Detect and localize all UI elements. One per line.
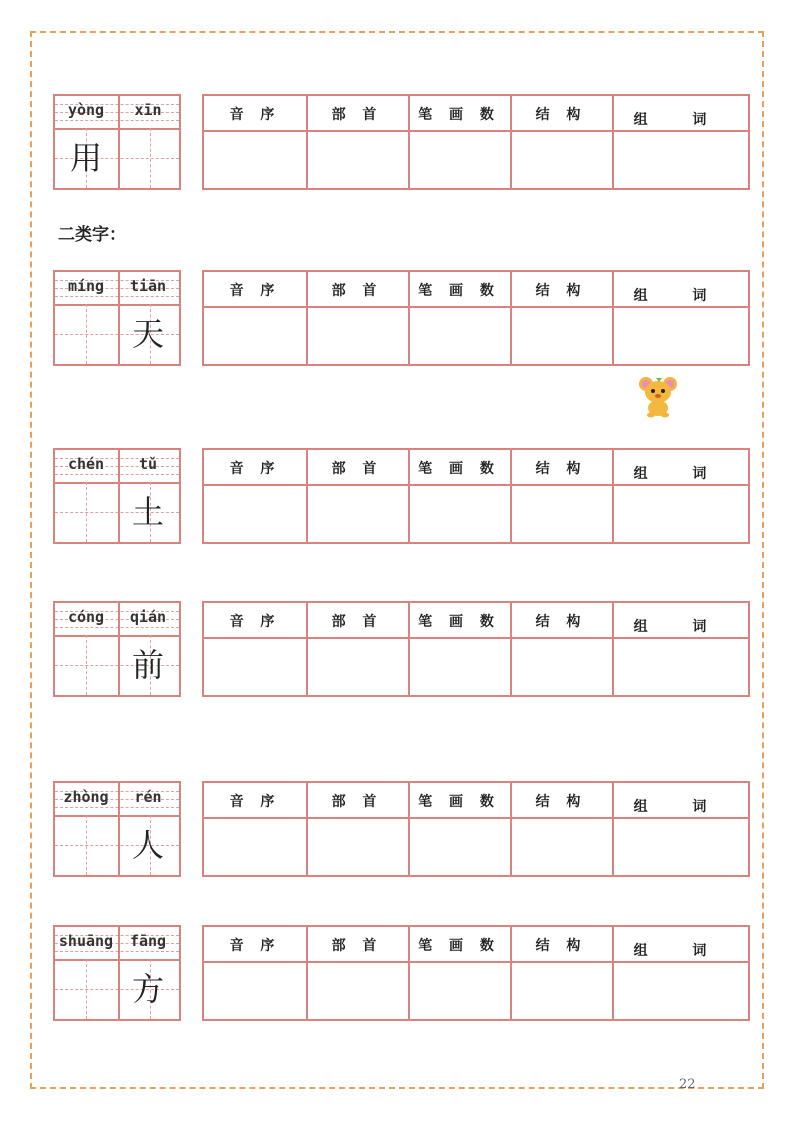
answer-cell[interactable] (206, 640, 304, 692)
page-number: 22 (679, 1077, 696, 1092)
answer-cell[interactable] (308, 640, 406, 692)
table-header-cell: 音 序 (229, 938, 281, 954)
tianzige-grid (53, 601, 181, 697)
table-header-cell: 部 首 (331, 107, 383, 123)
answer-cell[interactable] (512, 964, 610, 1016)
answer-cell[interactable] (206, 820, 304, 872)
tianzige-grid (53, 781, 181, 877)
hanzi-character: 前 (131, 646, 164, 684)
hanzi-character: 人 (131, 826, 164, 864)
table-header-cell: 结 构 (535, 794, 587, 810)
table-header-cell: 音 序 (229, 794, 281, 810)
table-header-cell: 笔 画 数 (418, 107, 500, 123)
answer-cell[interactable] (614, 820, 746, 872)
answer-cell[interactable] (614, 964, 746, 1016)
answer-cell[interactable] (308, 309, 406, 361)
table-header-cell: 结 构 (535, 283, 587, 299)
table-header-cell: 笔 画 数 (418, 461, 500, 477)
table-header-cell: 音 序 (229, 461, 281, 477)
character-analysis-table (202, 448, 750, 544)
table-header-cell: 笔 画 数 (418, 283, 500, 299)
pinyin-label: fāng (129, 932, 167, 950)
character-analysis-table (202, 601, 750, 697)
table-header-cell: 部 首 (331, 461, 383, 477)
pinyin-label: cóng (67, 608, 105, 626)
section-heading: 二类字： (58, 225, 126, 245)
pinyin-label: rén (134, 788, 162, 806)
tianzige-grid (53, 270, 181, 366)
table-header-cell: 组 词 (633, 943, 727, 959)
table-header-cell: 音 序 (229, 107, 281, 123)
table-header-cell: 笔 画 数 (418, 938, 500, 954)
hanzi-character: 方 (131, 970, 164, 1008)
answer-cell[interactable] (614, 309, 746, 361)
answer-cell[interactable] (410, 964, 508, 1016)
tianzige-grid (53, 925, 181, 1021)
answer-cell[interactable] (614, 487, 746, 539)
table-header-cell: 结 构 (535, 107, 587, 123)
answer-cell[interactable] (512, 820, 610, 872)
pinyin-label: xīn (134, 101, 162, 119)
bear-cartoon-icon (636, 374, 680, 418)
character-analysis-table (202, 781, 750, 877)
answer-cell[interactable] (614, 640, 746, 692)
table-header-cell: 组 词 (633, 466, 727, 482)
pinyin-label: zhòng (63, 788, 109, 806)
answer-cell[interactable] (410, 820, 508, 872)
table-header-cell: 组 词 (633, 799, 727, 815)
answer-cell[interactable] (206, 487, 304, 539)
answer-cell[interactable] (410, 309, 508, 361)
table-header-cell: 音 序 (229, 283, 281, 299)
pinyin-label: tǔ (138, 455, 158, 473)
table-header-cell: 结 构 (535, 461, 587, 477)
answer-cell[interactable] (512, 640, 610, 692)
tianzige-grid (53, 448, 181, 544)
table-header-cell: 组 词 (633, 112, 727, 128)
pinyin-label: yòng (67, 101, 105, 119)
table-header-cell: 部 首 (331, 283, 383, 299)
answer-cell[interactable] (308, 964, 406, 1016)
answer-cell[interactable] (308, 820, 406, 872)
hanzi-character: 用 (69, 139, 102, 177)
table-header-cell: 部 首 (331, 794, 383, 810)
pinyin-label: shuāng (58, 932, 114, 950)
hanzi-character: 土 (131, 493, 164, 531)
hanzi-character: 天 (131, 315, 164, 353)
answer-cell[interactable] (512, 133, 610, 185)
character-analysis-table (202, 270, 750, 366)
table-header-cell: 笔 画 数 (418, 794, 500, 810)
answer-cell[interactable] (614, 133, 746, 185)
answer-cell[interactable] (410, 640, 508, 692)
character-analysis-table (202, 925, 750, 1021)
character-analysis-table (202, 94, 750, 190)
table-header-cell: 结 构 (535, 938, 587, 954)
pinyin-label: tiān (129, 277, 167, 295)
table-header-cell: 部 首 (331, 614, 383, 630)
table-header-cell: 组 词 (633, 288, 727, 304)
table-header-cell: 音 序 (229, 614, 281, 630)
pinyin-label: chén (67, 455, 105, 473)
answer-cell[interactable] (308, 487, 406, 539)
table-header-cell: 部 首 (331, 938, 383, 954)
answer-cell[interactable] (206, 964, 304, 1016)
answer-cell[interactable] (206, 133, 304, 185)
answer-cell[interactable] (308, 133, 406, 185)
table-header-cell: 组 词 (633, 619, 727, 635)
answer-cell[interactable] (512, 309, 610, 361)
table-header-cell: 笔 画 数 (418, 614, 500, 630)
table-header-cell: 结 构 (535, 614, 587, 630)
tianzige-grid (53, 94, 181, 190)
answer-cell[interactable] (512, 487, 610, 539)
pinyin-label: míng (67, 277, 105, 295)
answer-cell[interactable] (206, 309, 304, 361)
pinyin-label: qián (129, 608, 167, 626)
answer-cell[interactable] (410, 133, 508, 185)
answer-cell[interactable] (410, 487, 508, 539)
